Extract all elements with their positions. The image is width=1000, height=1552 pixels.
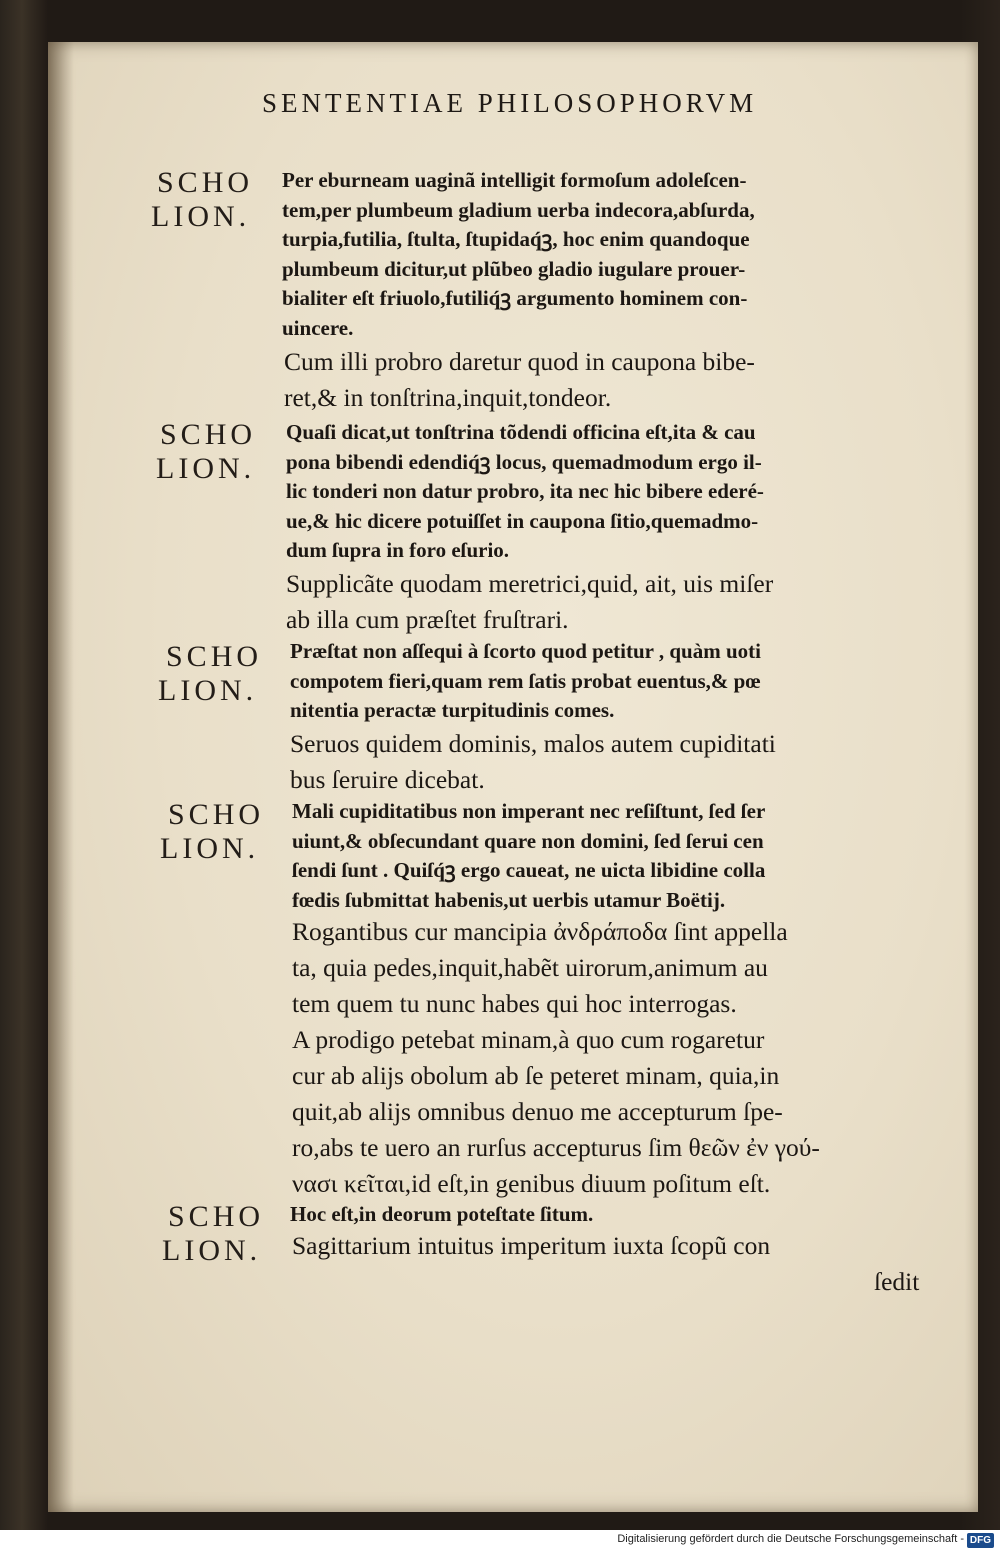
margin-label-line: SCHO: [160, 418, 257, 451]
text-line: bus ſeruire dicebat.: [290, 765, 485, 794]
margin-label-line: LION.: [151, 200, 251, 233]
text-line: Præſtat non aſſequi à ſcorto quod petitur , quàm uoti: [290, 639, 761, 663]
text-line: Supplicãte quodam meretrici,quid, ait, uis miſer: [286, 569, 774, 598]
text-line: bialiter eſt friuolo,futiliq́ꝫ argumento hominem con-: [282, 286, 748, 310]
scholion-block-5: [290, 1200, 940, 1230]
text-line: ue,& hic dicere potuiſſet in caupona ſitio,quemadmo-: [286, 508, 759, 533]
sentence-block-3: [290, 726, 940, 798]
text-line: Mali cupiditatibus non imperant nec reſiſtunt, ſed ſer: [292, 799, 766, 823]
margin-label-scholion-5: [162, 1200, 265, 1268]
margin-label-line: LION.: [160, 832, 260, 865]
margin-label-line: SCHO: [166, 640, 263, 673]
scholion-block-4: [292, 797, 942, 915]
text-line: compotem fieri,quam rem ſatis probat euentus,& pœ: [290, 668, 761, 693]
text-line: quit,ab alijs omnibus denuo me accepturum ſpe-: [292, 1097, 783, 1126]
margin-label-line: SCHO: [168, 798, 265, 831]
text-line: Per eburneam uaginã intelligit formoſum adoleſcen-: [282, 168, 747, 192]
text-line: tem,per plumbeum gladium uerba indecora,abſurda,: [282, 197, 755, 222]
funding-notice: Digitalisierung gefördert durch die Deutsche Forschungsgemeinschaft -: [617, 1533, 964, 1545]
sentence-block-1: [284, 344, 934, 416]
text-line: Quaſi dicat,ut tonſtrina tõdendi officina eſt,ita & cau: [286, 420, 756, 444]
margin-label-scholion-4: [160, 798, 265, 866]
text-line: lic tonderi non datur probro, ita nec hic bibere ederé-: [286, 479, 764, 503]
text-line: Hoc eſt,in deorum poteſtate ſitum.: [290, 1202, 594, 1226]
margin-label-scholion-1: [151, 166, 254, 234]
sentence-block-2: [286, 566, 936, 638]
text-line: ab illa cum præſtet fruſtrari.: [286, 605, 569, 634]
text-line: cur ab alijs obolum ab ſe peteret minam, quia,in: [292, 1061, 780, 1090]
spine-shadow: [48, 42, 74, 1512]
text-line: tem quem tu nunc habes qui hoc interrogas.: [292, 989, 737, 1018]
margin-label-line: LION.: [162, 1234, 262, 1267]
text-line: pona bibendi edendiq́ꝫ locus, quemadmodum ergo il-: [286, 449, 762, 474]
margin-label-line: LION.: [158, 674, 258, 707]
text-line: uincere.: [282, 315, 354, 340]
text-line: ret,& in tonſtrina,inquit,tondeor.: [284, 383, 612, 412]
text-line: plumbeum dicitur,ut plũbeo gladio iugulare prouer-: [282, 256, 746, 281]
text-line: Seruos quidem dominis, malos autem cupiditati: [290, 729, 776, 758]
margin-label-scholion-2: [156, 418, 257, 486]
text-line: Rogantibus cur mancipia ἀνδράποδα ſint appella: [292, 917, 788, 946]
text-line: ſedit: [874, 1267, 920, 1296]
sentence-block-5: [292, 1228, 942, 1300]
text-line: uiunt,& obſecundant quare non domini, ſed ſerui cen: [292, 828, 764, 853]
sentence-block-4: [292, 914, 942, 1202]
margin-label-line: SCHO: [157, 166, 254, 199]
text-line: dum ſupra in foro eſurio.: [286, 538, 510, 562]
scholion-block-1: [282, 166, 932, 343]
text-line: turpia,futilia, ſtulta, ſtupidaq́ꝫ, hoc enim quandoque: [282, 227, 750, 251]
digitization-footer: [0, 1530, 1000, 1552]
running-head: SENTENTIAE PHILOSOPHORVM: [262, 88, 758, 118]
scholion-block-2: [286, 418, 936, 566]
text-line: A prodigo petebat minam,à quo cum rogaretur: [292, 1025, 765, 1054]
text-line: ta, quia pedes,inquit,habẽt uirorum,animum au: [292, 953, 768, 982]
text-line: ro,abs te uero an rurſus accepturus ſim θεῶν ἐν γού-: [292, 1133, 820, 1162]
margin-label-scholion-3: [158, 640, 263, 708]
scholion-block-3: [290, 637, 940, 726]
text-line: Cum illi probro daretur quod in caupona bibe-: [284, 347, 755, 376]
text-line: Sagittarium intuitus imperitum iuxta ſcopũ con: [292, 1231, 771, 1260]
text-line: nitentia peractæ turpitudinis comes.: [290, 698, 615, 722]
margin-label-line: LION.: [156, 452, 256, 485]
text-line: ſendi ſunt . Quiſq́ꝫ ergo caueat, ne uicta libidine colla: [292, 858, 766, 882]
margin-label-line: SCHO: [168, 1200, 265, 1233]
text-line: fœdis ſubmittat habenis,ut uerbis utamur Boëtij.: [292, 887, 726, 912]
dfg-logo: DFG: [967, 1533, 994, 1548]
text-line: νασι κεῖται,id eſt,in genibus diuum poſitum eſt.: [292, 1169, 771, 1198]
